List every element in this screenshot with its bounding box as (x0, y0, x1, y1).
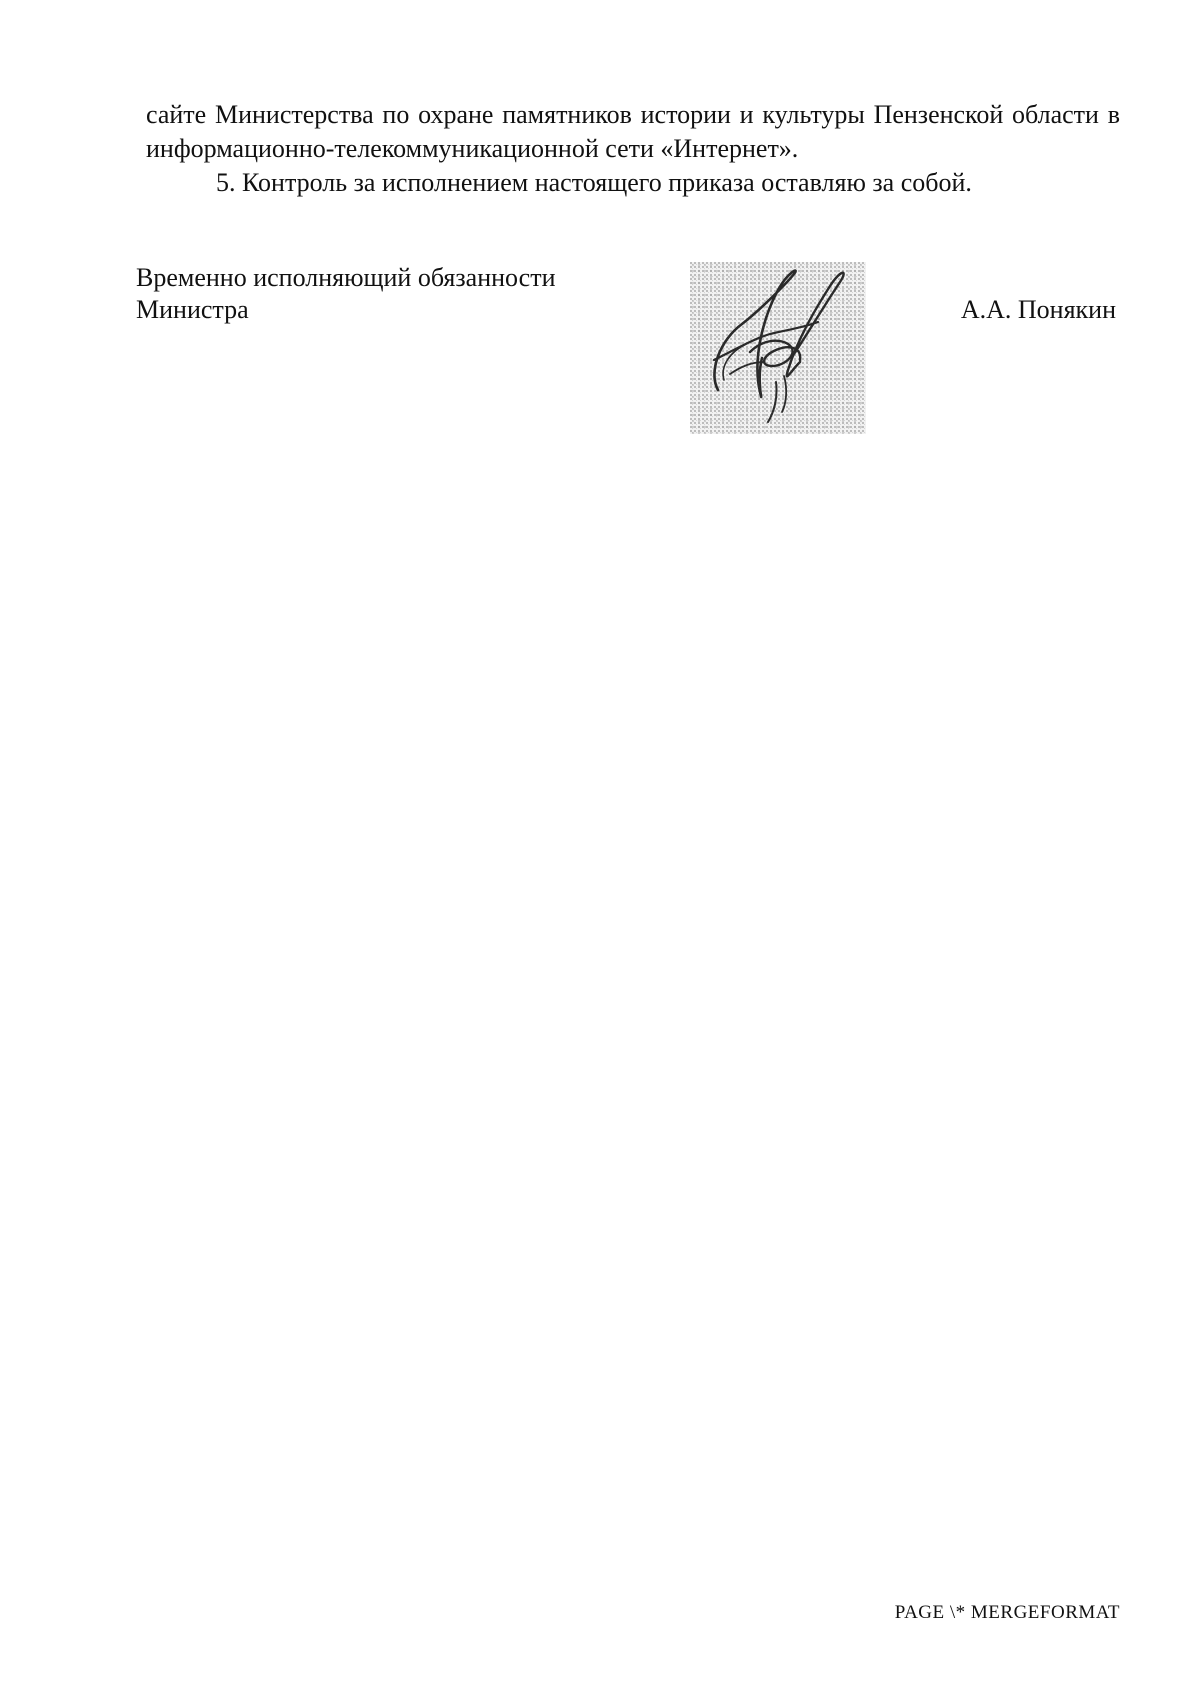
signer-position (136, 262, 656, 326)
paragraph-item-5: 5. Контроль за исполнением настоящего приказа оставляю за собой. (216, 168, 972, 197)
paragraph-continuation: сайте Министерства по охране памятников истории и культуры Пензенской области в информационно-телекоммуникационной сети «Интернет». (146, 100, 1120, 163)
document-body (146, 98, 1120, 200)
handwritten-signature-image (690, 262, 866, 434)
signer-position-line-2: Министра (136, 295, 249, 324)
signer-name: А.А. Понякин (960, 295, 1116, 324)
page-number-field: PAGE \* MERGEFORMAT (894, 1602, 1120, 1623)
signer-position-line-1: Временно исполняющий обязанности (136, 263, 556, 292)
